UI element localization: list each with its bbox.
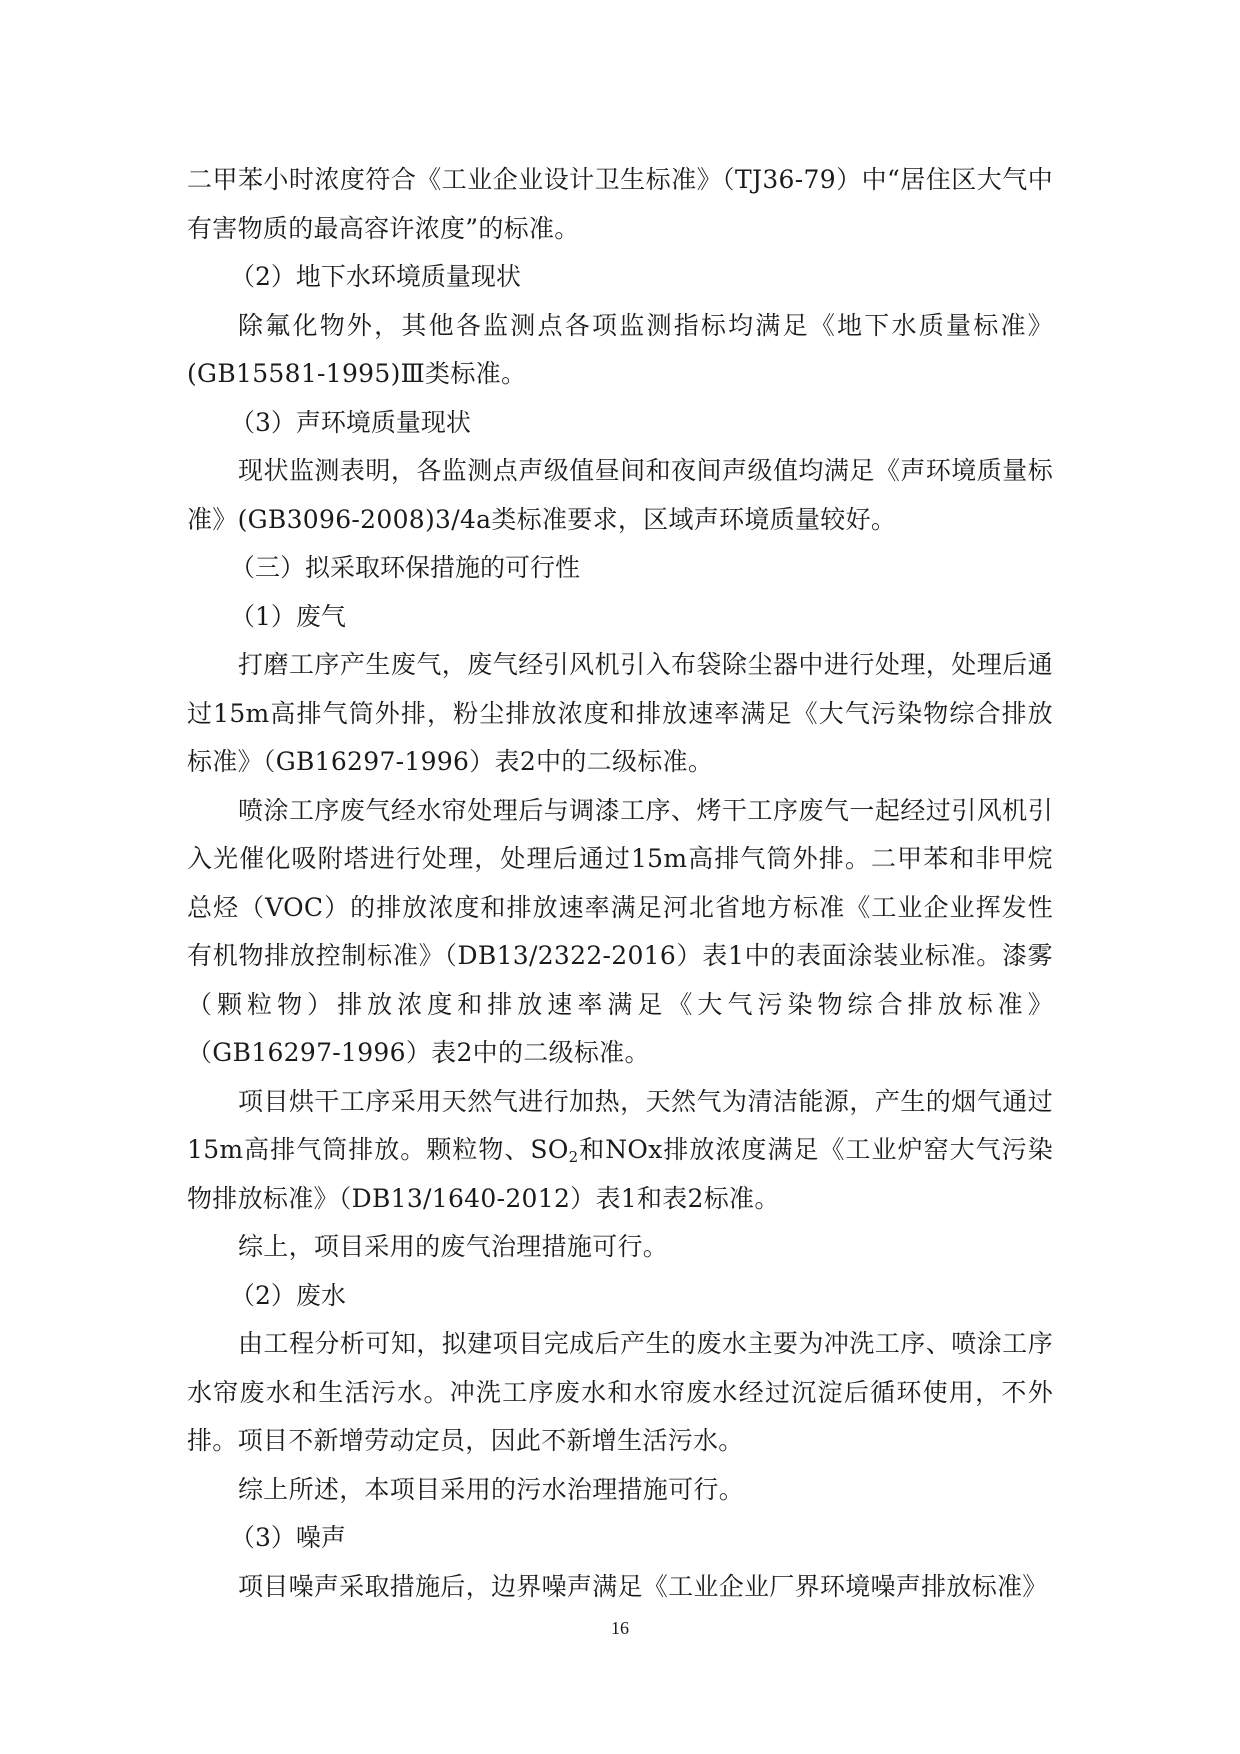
heading-noise: （3）噪声: [230, 1523, 346, 1552]
paragraph-wastewater: 由工程分析可知，拟建项目完成后产生的废水主要为冲洗工序、喷涂工序水帘废水和生活污水。冲洗工序废水和水帘废水经过沉淀后循环使用，不外排。项目不新增劳动定员，因此不新增生活污水。: [187, 1329, 1053, 1455]
page-number: 16: [611, 1618, 629, 1638]
paragraph-groundwater-quality: 除氟化物外，其他各监测点各项监测指标均满足《地下水质量标准》(GB15581-1995)Ⅲ类标准。: [187, 310, 1053, 388]
drying-text-before: 项目烘干工序采用天然气进行加热，天然气为清洁能源，产生的烟气通过15m高排气筒排放。颗粒物、SO: [187, 1086, 1053, 1164]
paragraph-wastewater-summary: 综上所述，本项目采用的污水治理措施可行。: [238, 1474, 745, 1504]
heading-groundwater-quality: （2）地下水环境质量现状: [230, 262, 521, 291]
paragraph-exhaust-summary: 综上，项目采用的废气治理措施可行。: [238, 1232, 669, 1261]
paragraph-xylene-standard: 二甲苯小时浓度符合《工业企业设计卫生标准》（TJ36-79）中“居住区大气中有害物质的最高容许浓度”的标准。: [187, 165, 1053, 243]
paragraph-noise: 项目噪声采取措施后，边界噪声满足《工业企业厂界环境噪声排放标准》: [238, 1571, 1048, 1601]
heading-sound-quality: （3）声环境质量现状: [230, 407, 471, 437]
heading-measures-feasibility: （三）拟采取环保措施的可行性: [230, 553, 581, 582]
paragraph-sound-quality: 现状监测表明，各监测点声级值昼间和夜间声级值均满足《声环境质量标准》(GB3096-2008)3/4a类标准要求，区域声环境质量较好。: [187, 456, 1053, 534]
paragraph-drying-exhaust: [187, 1078, 1053, 1224]
paragraph-grinding-exhaust: 打磨工序产生废气，废气经引风机引入布袋除尘器中进行处理，处理后通过15m高排气筒外排，粉尘排放浓度和排放速率满足《大气污染物综合排放标准》（GB16297-1996）表2中的二级标准。: [187, 650, 1053, 776]
drying-text-after: 和NOx排放浓度满足《工业炉窑大气污染物排放标准》（DB13/1640-2012）表1和表2标准。: [187, 1135, 1053, 1213]
heading-exhaust-gas: （1）废气: [230, 601, 346, 631]
paragraph-spraying-exhaust: 喷涂工序废气经水帘处理后与调漆工序、烤干工序废气一起经过引风机引入光催化吸附塔进行处理，处理后通过15m高排气筒外排。二甲苯和非甲烷总烃（VOC）的排放浓度和排放速率满足河北省地方标准《工业企业挥发性有机物排放控制标准》（DB13/2322-2016）表1中的表面涂装业标准。漆雾（颗粒物）排放浓度和排放速率满足《大气污染物综合排放标准》（GB16297-1996）表2中的二级标准。: [187, 795, 1053, 1067]
so2-subscript: 2: [568, 1148, 579, 1166]
heading-wastewater: （2）废水: [230, 1280, 346, 1310]
document-body: [187, 156, 1053, 1611]
